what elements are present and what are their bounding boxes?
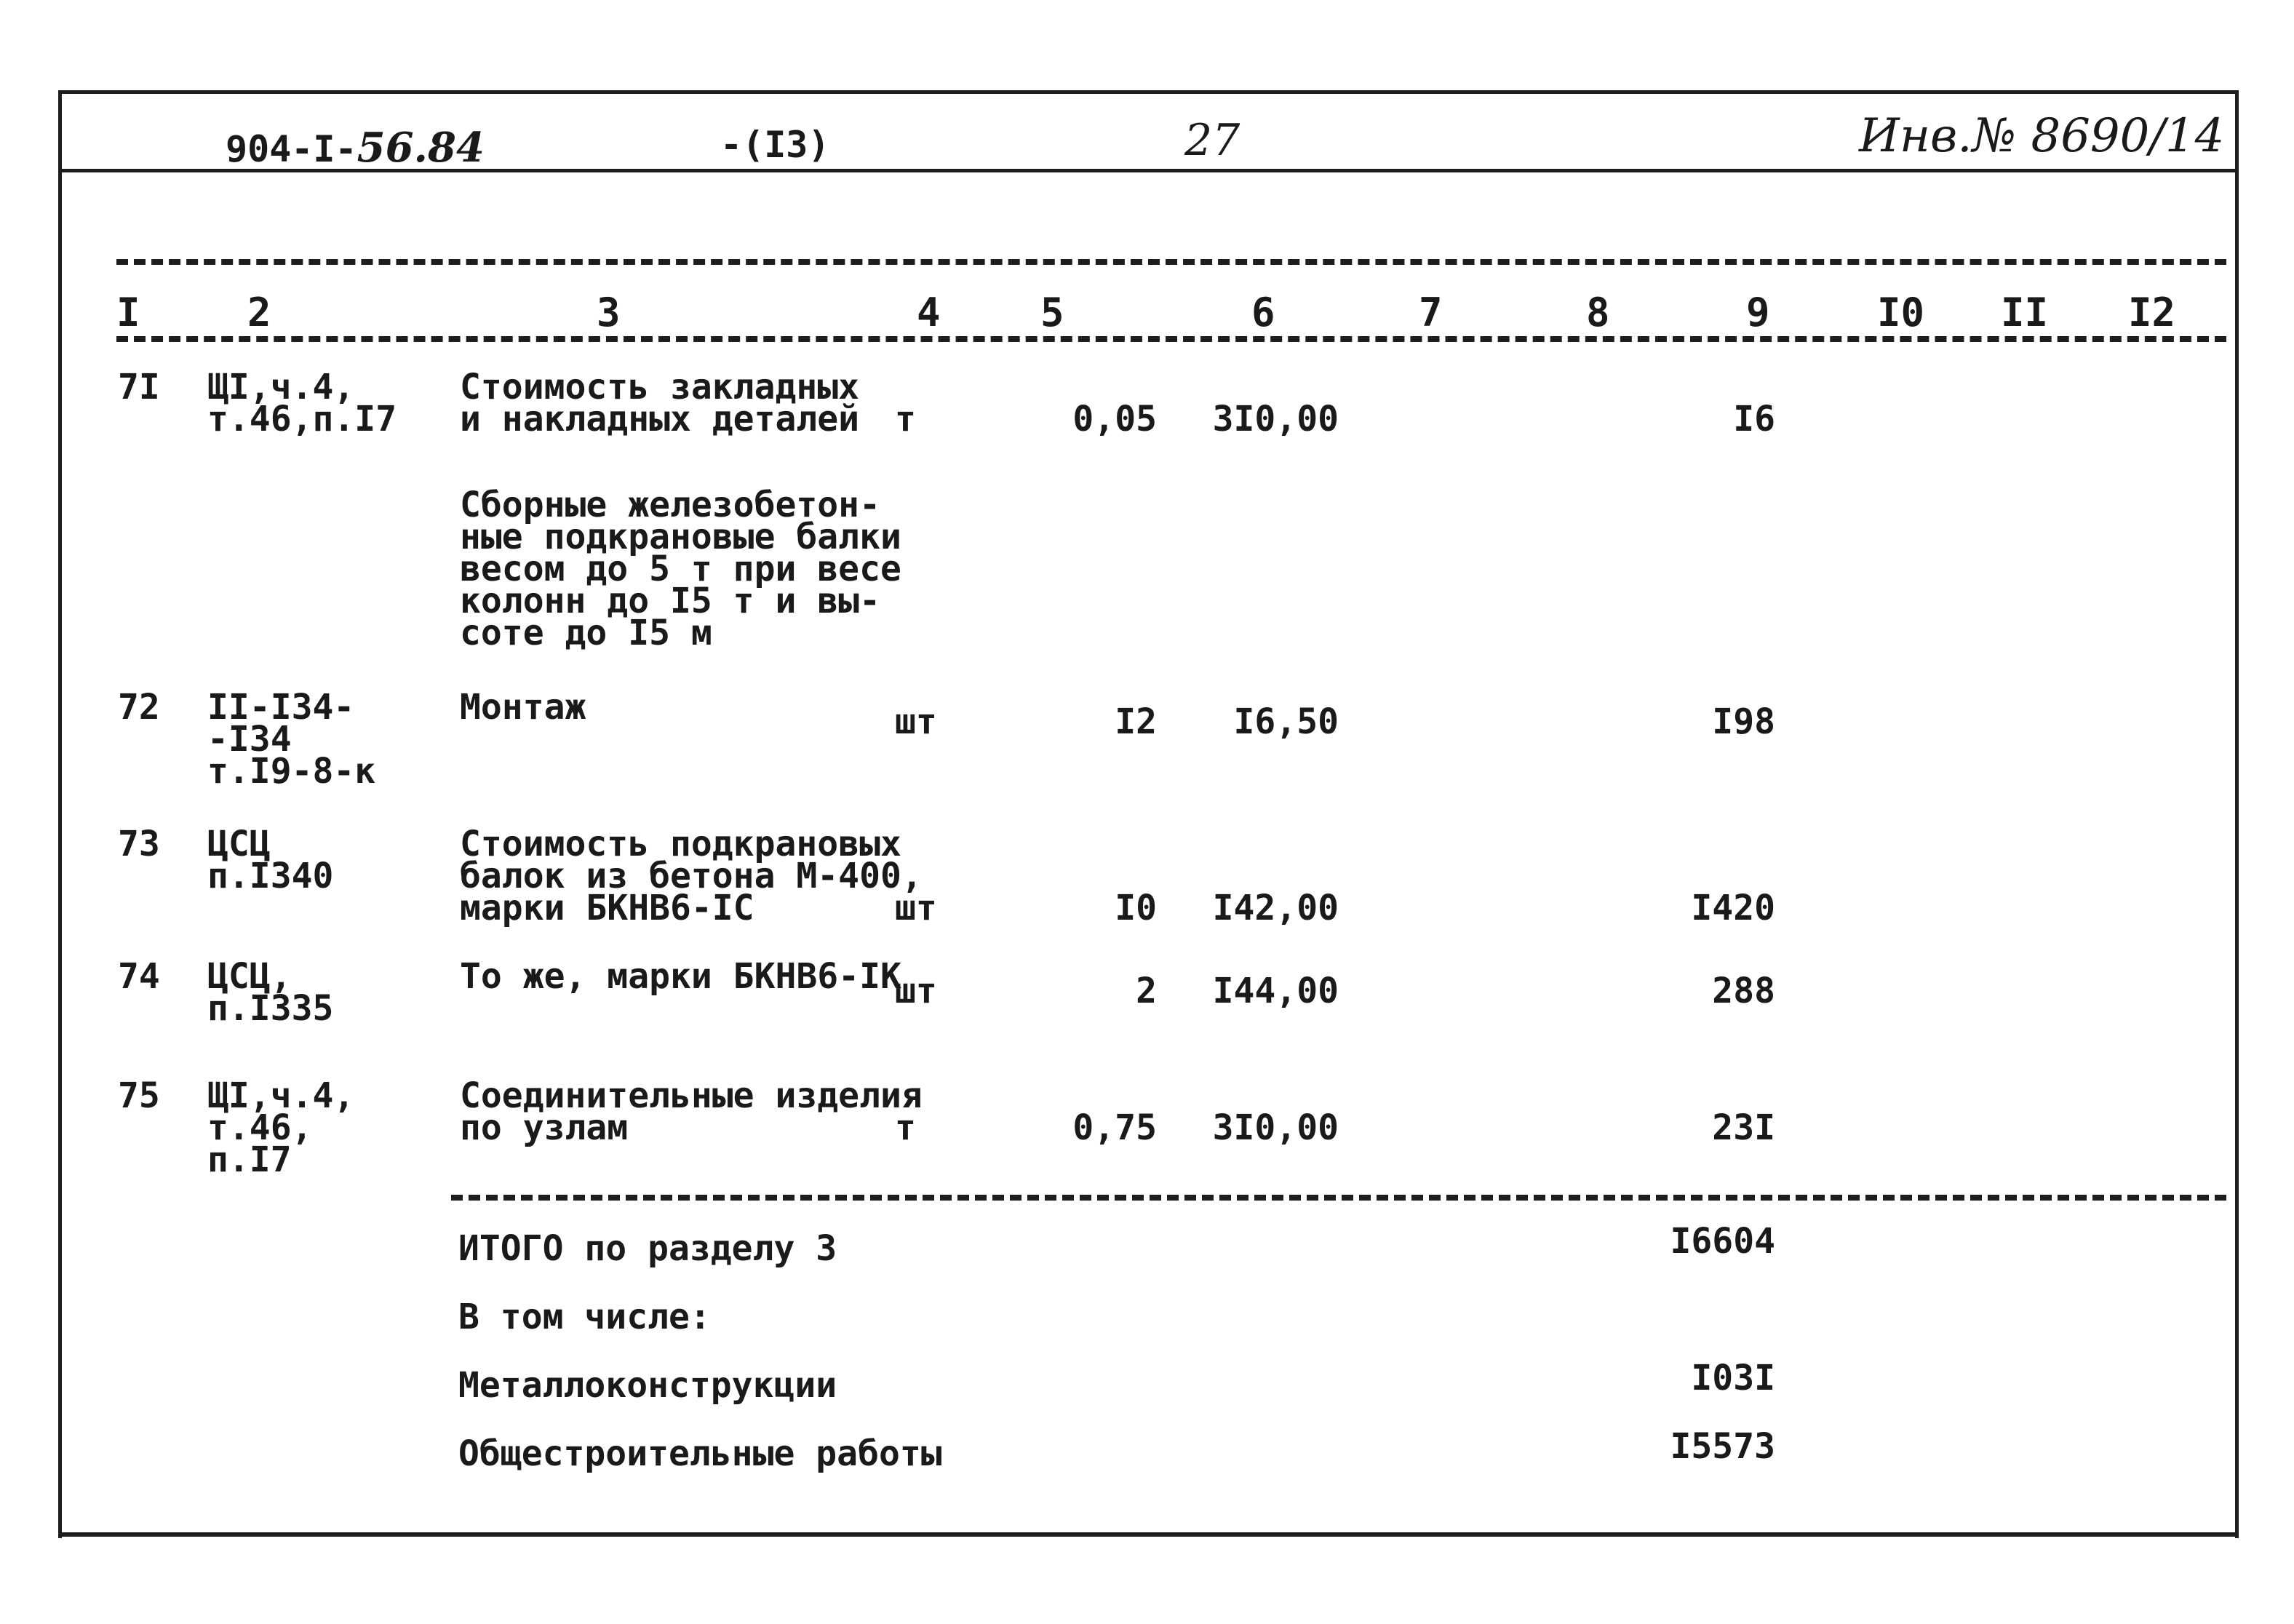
frame-right-border — [2235, 90, 2239, 1538]
row-description-line: колонн до I5 т и вы- — [460, 581, 880, 621]
row-description-line: Стоимость закладных — [460, 367, 860, 407]
summary-label: ИТОГО по разделу 3 — [458, 1228, 837, 1269]
row-quantity: I0 — [1115, 888, 1157, 928]
column-number-11: II — [2001, 290, 2049, 335]
row-total: I98 — [1712, 701, 1775, 742]
row-code-line: т.I9-8-к — [207, 751, 376, 792]
column-number-5: 5 — [1040, 290, 1064, 335]
row-number: 7I — [118, 367, 160, 407]
row-description-line: и накладных деталей — [460, 399, 860, 439]
row-unit: т — [895, 399, 916, 439]
summary-label: Металлоконструкции — [458, 1365, 837, 1406]
dashed-rule-totals — [451, 1195, 2226, 1201]
row-unit: шт — [895, 971, 937, 1011]
row-description-line: балок из бетона М-400, — [460, 856, 923, 896]
summary-value: I6604 — [1670, 1221, 1775, 1262]
row-unit-price: I44,00 — [1212, 971, 1339, 1011]
row-number: 75 — [118, 1075, 160, 1116]
column-number-4: 4 — [917, 290, 941, 335]
row-quantity: 2 — [1136, 971, 1157, 1011]
sheet-label: -(I3) — [720, 124, 830, 166]
summary-label: В том числе: — [458, 1297, 711, 1337]
row-code-line: т.46,п.I7 — [207, 399, 397, 439]
inventory-number: Инв.№ 8690/14 — [1859, 109, 2225, 163]
row-code-line: ЩI,ч.4, — [207, 1075, 355, 1116]
row-total: I420 — [1691, 888, 1775, 928]
row-unit-price: I6,50 — [1233, 701, 1339, 742]
row-unit: шт — [895, 701, 937, 742]
frame-left-border — [58, 90, 62, 1538]
row-number: 73 — [118, 824, 160, 864]
row-description-line: То же, марки БКНВ6-IК — [460, 956, 901, 997]
doc-code-handwritten: 56.84 — [357, 124, 485, 172]
page-number: 27 — [1184, 115, 1240, 166]
row-description-line: Монтаж — [460, 687, 586, 728]
row-description-line: Сборные железобетон- — [460, 485, 880, 525]
row-code-line: ЦСЦ, — [207, 956, 292, 997]
column-number-9: 9 — [1746, 290, 1770, 335]
row-unit-price: 3I0,00 — [1212, 399, 1339, 439]
row-code-line: ЦСЦ — [207, 824, 271, 864]
row-description-line: Стоимость подкрановых — [460, 824, 901, 864]
row-code-line: т.46, — [207, 1107, 313, 1148]
row-total: 288 — [1712, 971, 1775, 1011]
row-quantity: I2 — [1115, 701, 1157, 742]
summary-label: Общестроительные работы — [458, 1433, 942, 1474]
row-quantity: 0,05 — [1072, 399, 1157, 439]
row-description-line: марки БКНВ6-IС — [460, 888, 754, 928]
column-number-2: 2 — [247, 290, 271, 335]
row-description-line: ные подкрановые балки — [460, 517, 901, 557]
column-number-1: I — [116, 290, 140, 335]
column-number-12: I2 — [2128, 290, 2176, 335]
row-code-line: п.I335 — [207, 988, 334, 1029]
frame-bottom-border — [58, 1532, 2238, 1537]
row-code-line: п.I7 — [207, 1139, 292, 1180]
row-code-line: ЩI,ч.4, — [207, 367, 355, 407]
row-unit-price: I42,00 — [1212, 888, 1339, 928]
row-number: 72 — [118, 687, 160, 728]
doc-code-printed: 904-I- — [226, 128, 357, 170]
row-total: 23I — [1712, 1107, 1775, 1148]
row-description-line: весом до 5 т при весе — [460, 549, 901, 589]
row-code-line: п.I340 — [207, 856, 334, 896]
summary-value: I03I — [1691, 1358, 1775, 1398]
doc-code — [226, 124, 485, 172]
frame-top-border — [58, 90, 2238, 94]
column-number-7: 7 — [1419, 290, 1443, 335]
row-total: I6 — [1733, 399, 1775, 439]
column-number-10: I0 — [1877, 290, 1925, 335]
column-number-3: 3 — [597, 290, 621, 335]
dashed-rule-top — [116, 259, 2226, 265]
column-number-8: 8 — [1586, 290, 1610, 335]
row-number: 74 — [118, 956, 160, 997]
row-unit: шт — [895, 888, 937, 928]
row-description-line: Соединительные изделия — [460, 1075, 923, 1116]
summary-value: I5573 — [1670, 1426, 1775, 1467]
row-quantity: 0,75 — [1072, 1107, 1157, 1148]
dashed-rule-columns — [116, 336, 2226, 342]
row-description-line: соте до I5 м — [460, 613, 712, 653]
column-number-6: 6 — [1251, 290, 1275, 335]
row-description-line: по узлам — [460, 1107, 629, 1148]
row-code-line: II-I34- — [207, 687, 355, 728]
row-unit: т — [895, 1107, 916, 1148]
row-code-line: -I34 — [207, 719, 292, 760]
row-unit-price: 3I0,00 — [1212, 1107, 1339, 1148]
